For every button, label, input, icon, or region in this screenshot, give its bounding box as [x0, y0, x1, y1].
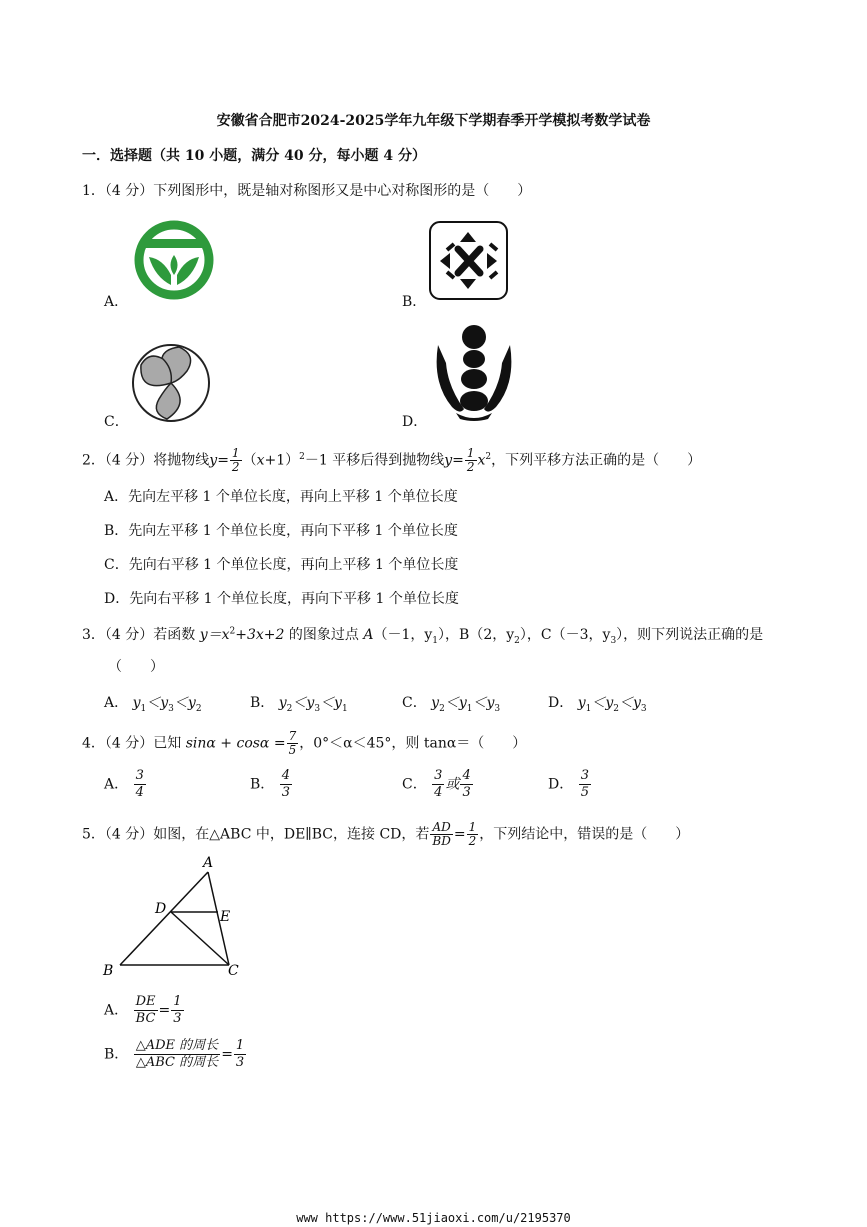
q2-option-b: B．先向左平移 1 个单位长度，再向下平移 1 个单位长度 [104, 523, 458, 539]
point-label-e: E [220, 909, 231, 925]
question-3-paren: （ ） [108, 659, 164, 675]
q4-option-a: A． $\frac{3}{4}$ [104, 768, 144, 800]
q1-option-a-label: A． [104, 294, 129, 310]
fraction: $\frac{1}{2}$ [231, 446, 240, 474]
q2-option-a: A．先向左平移 1 个单位长度，再向上平移 1 个单位长度 [104, 489, 458, 505]
fraction: $\frac{1}{2}$ [466, 446, 475, 474]
q2-option-d: D．先向右平移 1 个单位长度，再向下平移 1 个单位长度 [104, 591, 459, 607]
point-label-a: A [203, 855, 214, 871]
point-label-c: C [228, 963, 239, 979]
flame-emblem-image [430, 323, 520, 423]
q5-option-b: B． $\frac{\text{△ADE 的周长}}{\text{△ABC 的周长}}$ = $\frac{1}{3}$ [104, 1038, 245, 1070]
exam-title: 安徽省合肥市2024-2025学年九年级下学期春季开学模拟考数学试卷 [216, 113, 651, 129]
triangle-figure [95, 855, 255, 980]
fraction: $\frac{AD}{BD}$ [432, 820, 451, 848]
point-label-b: B [103, 963, 114, 979]
q3-option-a: A． $y_1<y_3<y_2$ [104, 695, 202, 714]
section-heading: 一．选择题（共 10 小题，满分 40 分，每小题 4 分） [82, 148, 426, 164]
fraction: $\frac{7}{5}$ [288, 729, 297, 757]
question-1-stem: 1．（4 分）下列图形中，既是轴对称图形又是中心对称图形的是（ ） [82, 183, 532, 199]
q3-option-c: C． $y_2<y_1<y_3$ [402, 695, 501, 714]
q4-option-b: B． $\frac{4}{3}$ [250, 768, 291, 800]
question-2-stem: 2．（4 分）将抛物线y= $\frac{1}{2}$ $(x+1)^2-1$ 平移后得到抛物线y= $\frac{1}{2}$ $x^2$，下列平移方法正确的是（ ） [82, 446, 702, 474]
q3-option-b: B． $y_2<y_3<y_1$ [250, 695, 348, 714]
q1-option-c-label: C． [104, 414, 129, 430]
q3-option-d: D． $y_1<y_2<y_3$ [548, 695, 647, 714]
footer-watermark-url: www https://www.51jiaoxi.com/u/2195370 [296, 1211, 571, 1225]
q5-option-a: A． $\frac{DE}{BC}$ = $\frac{1}{3}$ [104, 994, 182, 1026]
green-emblem-image [133, 219, 215, 301]
question-5-stem: 5．（4 分）如图，在△ABC 中，DE∥BC，连接 CD，若 $\frac{AD}{BD}$ = $\frac{1}{2}$ ，下列结论中，错误的是（ ） [82, 820, 690, 848]
q4-option-c: C． $\frac{3}{4}$ 或 $\frac{4}{3}$ [402, 768, 471, 800]
question-4-stem: 4．（4 分）已知 sinα + cosα = $\frac{7}{5}$ ，0°＜α＜45°，则 tanα＝（ ） [82, 729, 527, 757]
fraction: $\frac{1}{2}$ [468, 820, 477, 848]
tile-emblem-image [428, 220, 510, 302]
swirl-emblem-image [129, 341, 213, 425]
q4-option-d: D． $\frac{3}{5}$ [548, 768, 589, 800]
q1-option-d-label: D． [402, 414, 428, 430]
point-label-d: D [155, 901, 167, 917]
question-3-stem: 3．（4 分）若函数 $y=x^2+3x+2$ 的图象过点 A（－1，$y_1$），B（2，$y_2$），C（－3，$y_3$），则下列说法正确的是 [82, 626, 764, 646]
q2-option-c: C．先向右平移 1 个单位长度，再向上平移 1 个单位长度 [104, 557, 459, 573]
q1-option-b-label: B． [402, 294, 427, 310]
